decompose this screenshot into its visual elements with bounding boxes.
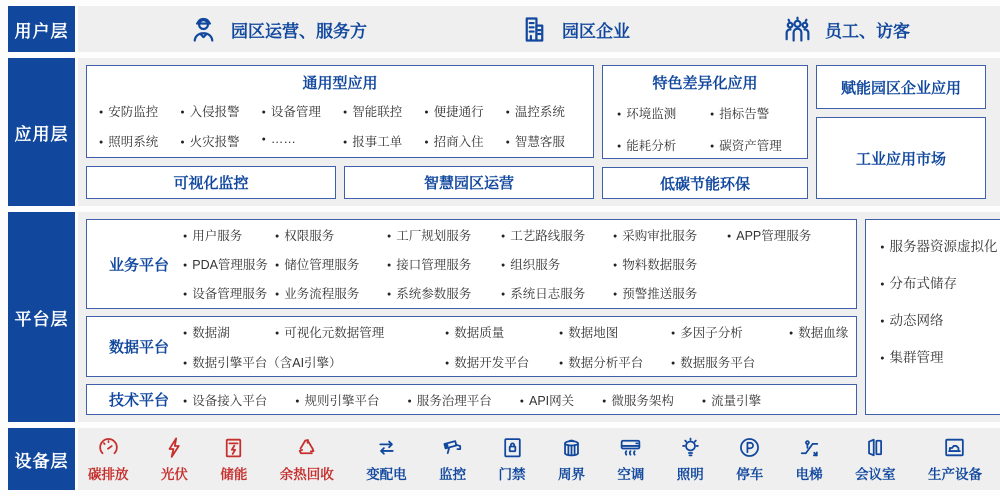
device-label: 变配电 bbox=[366, 467, 407, 482]
business-platform-box bbox=[86, 219, 857, 309]
tech-services-row bbox=[183, 391, 848, 409]
data-platform-title: 数据平台 bbox=[108, 339, 169, 356]
service-item: ● 系统参数服务 bbox=[387, 284, 501, 302]
worker-icon bbox=[188, 14, 219, 45]
app-item: ● 智慧客服 bbox=[506, 132, 587, 150]
meeting-room-icon bbox=[863, 435, 888, 460]
industrial-app-market-box: 工业应用市场 bbox=[816, 117, 986, 199]
platform-stack bbox=[86, 219, 857, 415]
special-apps-grid bbox=[603, 93, 807, 158]
layer-label-device: 设备层 bbox=[8, 428, 75, 490]
device-label: 会议室 bbox=[855, 467, 896, 482]
device-layer-content bbox=[78, 428, 1000, 490]
special-apps-box bbox=[602, 65, 808, 159]
service-item: ● 设备接入平台 bbox=[183, 391, 267, 409]
business-services-grid bbox=[183, 226, 848, 302]
device-item bbox=[280, 435, 334, 483]
device-label: 监控 bbox=[439, 467, 467, 482]
app-item: ● 照明系统 bbox=[99, 132, 180, 150]
visual-monitoring-banner: 可视化监控 bbox=[86, 166, 336, 199]
app-item: ● 环境监测 bbox=[617, 104, 710, 122]
service-item: ● 规则引擎平台 bbox=[295, 391, 379, 409]
service-item: ● API网关 bbox=[520, 391, 574, 409]
tech-platform-box bbox=[86, 384, 857, 415]
device-label: 余热回收 bbox=[279, 467, 334, 482]
business-platform-title: 业务平台 bbox=[108, 256, 169, 274]
lightning-icon bbox=[162, 435, 187, 460]
user-layer-content bbox=[78, 6, 1000, 52]
production-machine-icon bbox=[942, 435, 967, 460]
service-item: ● 用户服务 bbox=[183, 226, 275, 244]
enabling-enterprise-apps-box: 赋能园区企业应用 bbox=[816, 65, 986, 109]
user-group-label: 员工、访客 bbox=[825, 21, 910, 41]
service-item: ● 业务流程服务 bbox=[275, 284, 387, 302]
service-item: ● 设备管理服务 bbox=[183, 284, 275, 302]
application-layer-row bbox=[8, 58, 1000, 206]
device-item bbox=[558, 435, 585, 483]
transfer-arrows-icon bbox=[374, 435, 399, 460]
service-item: ● 数据地图 bbox=[559, 323, 671, 341]
device-item bbox=[161, 435, 188, 483]
device-label: 照明 bbox=[676, 467, 704, 482]
layer-label-platform: 平台层 bbox=[8, 212, 75, 422]
device-label: 储能 bbox=[220, 467, 248, 482]
service-item: ● 可视化元数据管理 bbox=[275, 323, 445, 341]
user-group-visitors bbox=[782, 14, 910, 45]
app-item: ● 指标告警 bbox=[710, 104, 803, 122]
device-label: 光伏 bbox=[160, 467, 188, 482]
infrastructure-box bbox=[865, 219, 1000, 415]
application-layer-content bbox=[78, 58, 1000, 206]
low-carbon-banner: 低碳节能环保 bbox=[602, 167, 808, 199]
general-apps-title: 通用型应用 bbox=[302, 75, 378, 92]
infra-item: ● 服务器资源虚拟化 bbox=[880, 235, 1000, 255]
access-lock-icon bbox=[500, 435, 525, 460]
perimeter-fence-icon bbox=[559, 435, 584, 460]
user-group-operators bbox=[188, 14, 367, 45]
app-item: ● 碳资产管理 bbox=[710, 136, 803, 154]
general-apps-grid bbox=[87, 93, 593, 154]
device-label: 门禁 bbox=[498, 467, 526, 482]
device-item bbox=[736, 435, 763, 483]
service-item: ● 采购审批服务 bbox=[613, 226, 727, 244]
gauge-icon bbox=[96, 435, 121, 460]
service-item: ● APP管理服务 bbox=[727, 226, 848, 244]
app-item: ● 能耗分析 bbox=[617, 136, 710, 154]
user-layer-row bbox=[8, 6, 1000, 52]
service-item: ● 数据开发平台 bbox=[445, 353, 559, 371]
data-platform-box bbox=[86, 316, 857, 377]
platform-layer-content bbox=[78, 212, 1000, 422]
app-item: ● 安防监控 bbox=[99, 102, 180, 120]
service-item: ● 组织服务 bbox=[501, 255, 613, 273]
device-label: 周界 bbox=[557, 467, 585, 482]
device-item bbox=[796, 435, 823, 483]
enterprise-apps-column bbox=[816, 65, 986, 199]
service-item: ● 服务治理平台 bbox=[408, 391, 492, 409]
device-label: 电梯 bbox=[795, 467, 823, 482]
infra-item: ● 分布式储存 bbox=[880, 272, 1000, 292]
escalator-icon bbox=[797, 435, 822, 460]
general-apps-box bbox=[86, 65, 594, 158]
device-item bbox=[855, 435, 896, 483]
infra-item: ● 动态网络 bbox=[880, 309, 1000, 329]
service-item: ● 数据分析平台 bbox=[559, 353, 671, 371]
infra-item: ● 集群管理 bbox=[880, 346, 1000, 366]
tech-platform-title: 技术平台 bbox=[108, 392, 169, 409]
device-item bbox=[220, 435, 247, 483]
service-item: ● 权限服务 bbox=[275, 226, 387, 244]
app-item: ● 智能联控 bbox=[343, 102, 424, 120]
special-apps-column bbox=[602, 65, 808, 199]
general-sub-banners bbox=[86, 166, 594, 199]
app-item: ● 温控系统 bbox=[506, 102, 587, 120]
service-item: ● 微服务架构 bbox=[602, 391, 674, 409]
layer-label-user: 用户层 bbox=[8, 6, 75, 52]
service-item: ● PDA管理服务 bbox=[183, 255, 275, 273]
battery-storage-icon bbox=[221, 435, 246, 460]
service-item: ● 储位管理服务 bbox=[275, 255, 387, 273]
device-label: 停车 bbox=[736, 467, 764, 482]
device-item bbox=[928, 435, 982, 483]
device-layer-row bbox=[8, 428, 1000, 490]
device-label: 碳排放 bbox=[88, 467, 129, 482]
service-item: ● 接口管理服务 bbox=[387, 255, 501, 273]
app-item: ● 招商入住 bbox=[424, 132, 505, 150]
service-item: ● 系统日志服务 bbox=[501, 284, 613, 302]
service-item: ● 物料数据服务 bbox=[613, 255, 727, 273]
people-icon bbox=[782, 14, 813, 45]
parking-icon bbox=[737, 435, 762, 460]
app-item: ● 报事工单 bbox=[343, 132, 424, 150]
data-services-grid bbox=[183, 323, 848, 371]
service-item: ● 数据湖 bbox=[183, 323, 275, 341]
general-apps-column bbox=[86, 65, 594, 199]
platform-layer-row bbox=[8, 212, 1000, 422]
user-group-enterprises bbox=[519, 14, 630, 45]
cctv-camera-icon bbox=[440, 435, 465, 460]
service-item: ● 数据引擎平台（含AI引擎） bbox=[183, 353, 445, 371]
service-item: ● 数据血缘 bbox=[789, 323, 848, 341]
app-item: ● …… bbox=[262, 132, 343, 150]
device-item bbox=[617, 435, 644, 483]
air-conditioner-icon bbox=[618, 435, 643, 460]
device-item bbox=[88, 435, 129, 483]
device-label: 生产设备 bbox=[927, 467, 982, 482]
light-bulb-icon bbox=[678, 435, 703, 460]
app-item: ● 入侵报警 bbox=[180, 102, 261, 120]
user-group-label: 园区运营、服务方 bbox=[231, 21, 367, 41]
device-item bbox=[439, 435, 466, 483]
layer-label-app: 应用层 bbox=[8, 58, 75, 206]
app-item: ● 火灾报警 bbox=[180, 132, 261, 150]
recycle-icon bbox=[294, 435, 319, 460]
service-item: ● 工厂规划服务 bbox=[387, 226, 501, 244]
service-item: ● 工艺路线服务 bbox=[501, 226, 613, 244]
data-services-row bbox=[183, 353, 848, 371]
smart-park-operation-banner: 智慧园区运营 bbox=[344, 166, 594, 199]
app-item: ● 便捷通行 bbox=[424, 102, 505, 120]
service-item: ● 预警推送服务 bbox=[613, 284, 727, 302]
device-item bbox=[677, 435, 704, 483]
service-item: ● 数据质量 bbox=[445, 323, 559, 341]
building-icon bbox=[519, 14, 550, 45]
service-item: ● 多因子分析 bbox=[671, 323, 789, 341]
device-item bbox=[366, 435, 407, 483]
app-item: ● 设备管理 bbox=[262, 102, 343, 120]
service-item: ● 数据服务平台 bbox=[671, 353, 848, 371]
special-apps-title: 特色差异化应用 bbox=[652, 75, 758, 92]
user-group-label: 园区企业 bbox=[562, 21, 630, 41]
device-label: 空调 bbox=[617, 467, 645, 482]
data-services-row bbox=[183, 323, 848, 341]
service-item: ● 流量引擎 bbox=[702, 391, 761, 409]
device-item bbox=[499, 435, 526, 483]
